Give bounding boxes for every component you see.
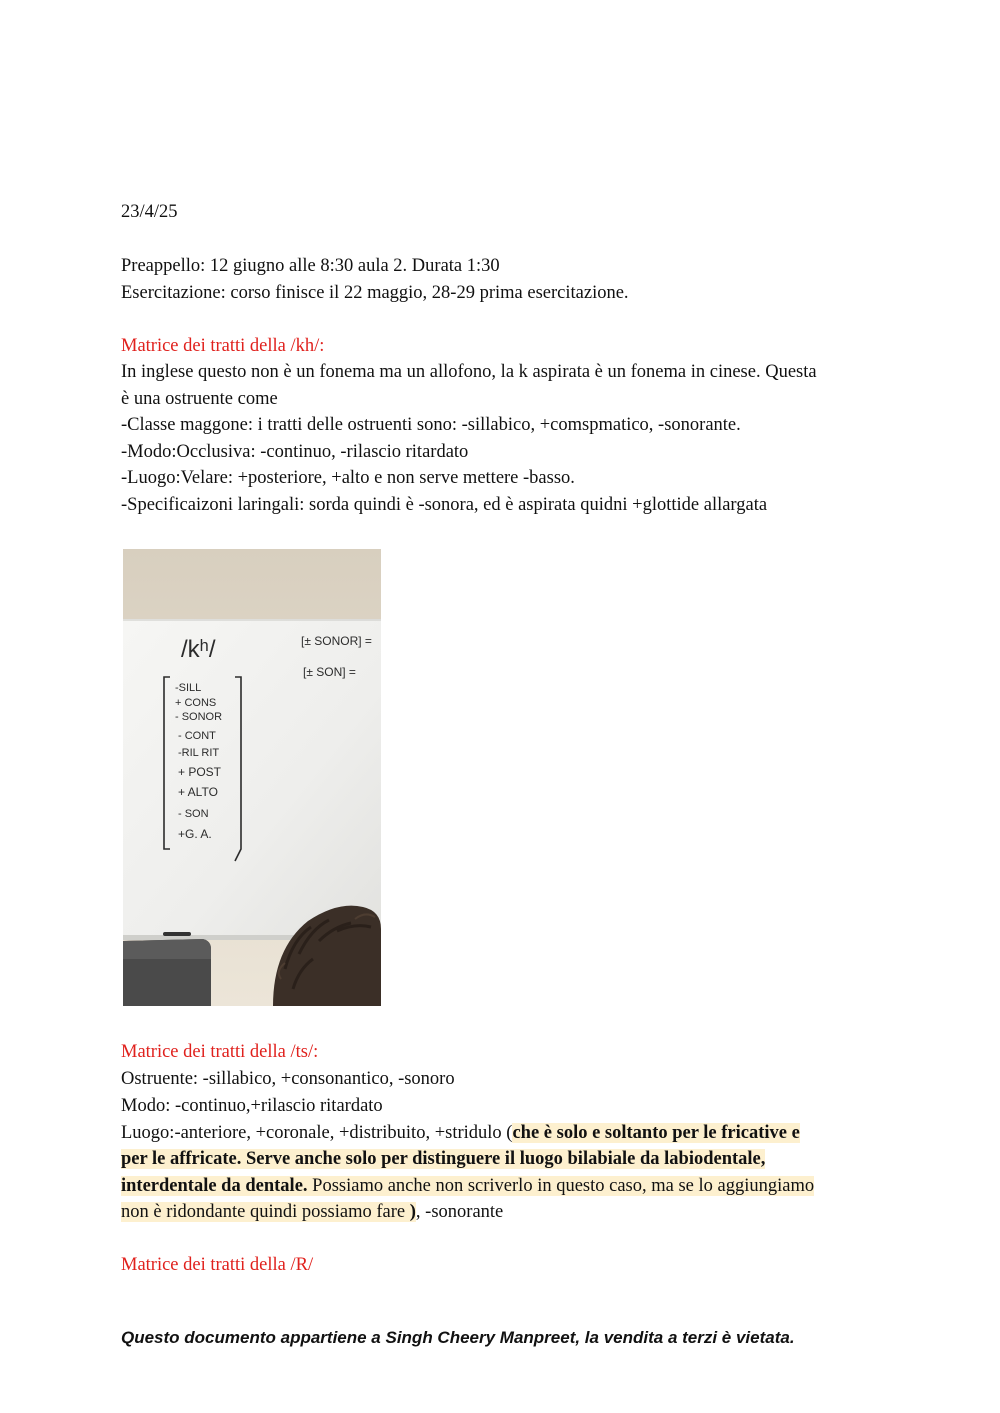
ts-line-6-paren: ) [409,1202,416,1222]
photo-item-7: + ALTO [178,785,218,799]
heading-R: Matrice dei tratti della /R/ [121,1255,314,1275]
ts-line-4-highlight: per le affricate. Serve anche solo per distinguere il luogo bilabiale da labiodentale, [121,1149,766,1169]
ts-line-3-text: Luogo:-anteriore, +coronale, +distribuito, +stridulo ( [121,1123,513,1143]
photo-item-9: +G. A. [178,827,212,841]
kh-line-1: In inglese questo non è un fonema ma un allofono, la k aspirata è un fonema in cinese. Questa [121,362,817,382]
ts-line-3 [121,1120,800,1147]
ts-line-4 [121,1146,765,1173]
ts-line-6-highlight: non è ridondante quindi possiamo fare [121,1202,410,1222]
preappello-line: Preappello: 12 giugno alle 8:30 aula 2. Durata 1:30 [121,256,500,276]
photo-item-1: -SILL [175,682,202,694]
ts-line-5-highlight: Possiamo anche non scriverlo in questo caso, ma se lo aggiungiamo [307,1176,815,1196]
photo-item-6: + POST [178,765,222,779]
photo-item-3: - SONOR [175,711,223,723]
kh-line-3: -Classe maggone: i tratti delle ostruenti sono: -sillabico, +comspmatico, -sonorante. [121,415,741,435]
photo-item-2: + CONS [175,697,217,709]
ts-line-5 [121,1173,814,1200]
esercitazione-line: Esercitazione: corso finisce il 22 maggio, 28-29 prima esercitazione. [121,283,629,303]
ts-line-2: Modo: -continuo,+rilascio ritardato [121,1096,383,1116]
photo-side-note-1: [± SONOR] = [301,634,372,648]
kh-line-5: -Luogo:Velare: +posteriore, +alto e non serve mettere -basso. [121,468,575,488]
ts-line-6 [121,1199,503,1226]
date: 23/4/25 [121,202,178,222]
ts-line-3-highlight: che è solo e soltanto per le fricative e [512,1123,800,1143]
footer-notice: Questo documento appartiene a Singh Cheery Manpreet, la vendita a terzi è vietata. [121,1328,795,1347]
heading-kh: Matrice dei tratti della /kh/: [121,336,325,356]
whiteboard-photo [123,549,381,1006]
kh-line-6: -Specificaizoni laringali: sorda quindi è -sonora, ed è aspirata quidni +glottide allargata [121,495,768,515]
photo-item-8: - SON [178,808,209,820]
ts-line-6-text: , -sonorante [415,1202,504,1222]
kh-line-4: -Modo:Occlusiva: -continuo, -rilascio ritardato [121,442,469,462]
ts-line-1: Ostruente: -sillabico, +consonantico, -sonoro [121,1069,455,1089]
photo-title: /kʰ/ [181,636,216,663]
ts-line-5-highlight-bold: interdentale da dentale. [121,1176,308,1196]
kh-line-2: è una ostruente come [121,389,278,409]
photo-side-note-2: [± SON] = [303,665,356,679]
photo-item-4: - CONT [178,730,216,742]
photo-item-5: -RIL RIT [178,747,220,759]
heading-ts: Matrice dei tratti della /ts/: [121,1042,319,1062]
